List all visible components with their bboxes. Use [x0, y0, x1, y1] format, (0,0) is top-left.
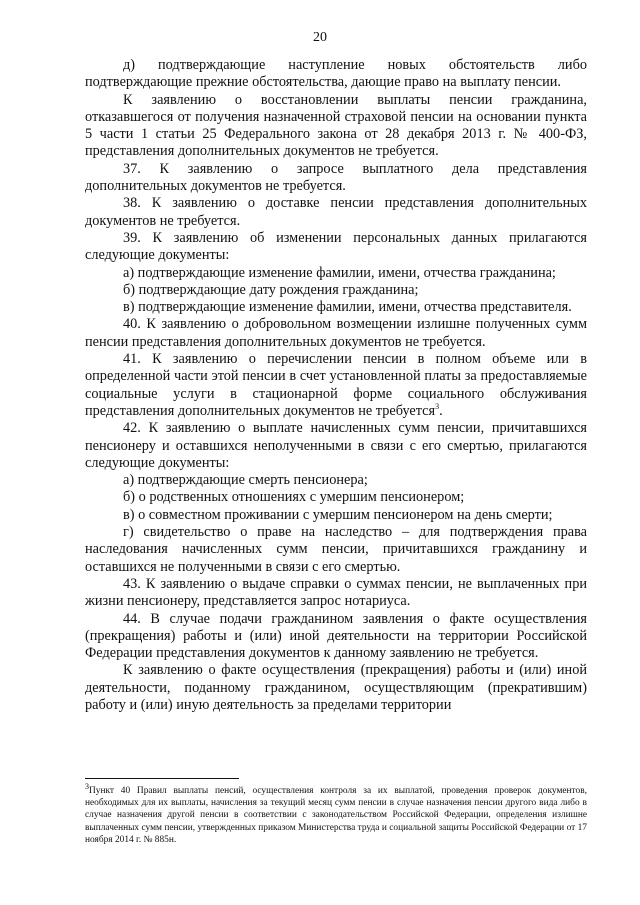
paragraph-42-a: а) подтверждающие смерть пенсионера;	[123, 472, 368, 489]
paragraph-42-g: г) свидетельство о праве на наследство – для подтверждения права наследования начисленных сумм пенсии, причитавшихся гражданину и оставшихся не полученными в связи с его смертью.	[85, 524, 587, 575]
paragraph-d: д) подтверждающие наступление новых обстоятельств либо подтверждающие прежние обстоятельства, дающие право на выплату пенсии.	[85, 57, 587, 91]
paragraph-39-b: б) подтверждающие дату рождения гражданина;	[123, 281, 419, 298]
paragraph-44: 44. В случае подачи гражданином заявления о факте осуществления (прекращения) работы и (или) иной деятельности на территории Российской Федерации представления документов к данному заявлению не требуется.	[85, 610, 587, 662]
paragraph-43: 43. К заявлению о выдаче справки о суммах пенсии, не выплаченных при жизни пенсионеру, представляется запрос нотариуса.	[85, 575, 587, 610]
footnote-reference: 3	[435, 402, 440, 412]
paragraph-41-end: .	[439, 402, 443, 419]
footnote-text: Пункт 40 Правил выплаты пенсий, осуществления контроля за их выплатой, проведения проверок документов, необходимых для их выплаты, начисления за текущий месяц сумм пенсии в случае назначения пенсии другого вида либо в случае назначения другой пенсии в соответствии с законодательством Российской Федерации, определения излишне выплаченных сумм пенсии, утвержденных приказом Министерства труда и социальной защиты Российской Федерации от 17 ноября 2014 г. № 885н.	[85, 786, 587, 845]
paragraph-44-abroad: К заявлению о факте осуществления (прекращения) работы и (или) иной деятельности, поданному гражданином, осуществляющим (прекратившим) работу и (или) иную деятельность за пределами территории	[85, 662, 587, 713]
paragraph-38: 38. К заявлению о доставке пенсии представления дополнительных документов не требуется.	[85, 195, 587, 229]
paragraph-39-v: в) подтверждающие изменение фамилии, имени, отчества представителя.	[123, 299, 572, 316]
paragraph-41-wrap	[85, 351, 587, 420]
paragraph-42-b: б) о родственных отношениях с умершим пенсионером;	[123, 489, 465, 506]
document-body	[85, 57, 587, 714]
paragraph-37: 37. К заявлению о запросе выплатного дела представления дополнительных документов не требуется.	[85, 160, 587, 195]
footnote-marker: 3	[85, 781, 89, 791]
paragraph-39: 39. К заявлению об изменении персональных данных прилагаются следующие документы:	[85, 229, 587, 264]
footnote-divider	[85, 778, 239, 779]
paragraph-39-a: а) подтверждающие изменение фамилии, имени, отчества гражданина;	[123, 264, 556, 281]
paragraph-restoration: К заявлению о восстановлении выплаты пенсии гражданина, отказавшегося от получения назначенной страховой пенсии на основании пункта 5 части 1 статьи 25 Федерального закона от 28 декабря 2013 г. № 400-ФЗ, представления дополнительных документов не требуется.	[85, 91, 587, 160]
paragraph-41: 41. К заявлению о перечислении пенсии в полном объеме или в определенной части этой пенсии в счет установленной платы за предоставляемые социальные услуги в стационарной форме социального обслуживания представления дополнительных документов не требуется	[85, 351, 587, 419]
paragraph-40: 40. К заявлению о добровольном возмещении излишне полученных сумм пенсии представления дополнительных документов не требуется.	[85, 316, 587, 350]
page-number: 20	[313, 30, 327, 45]
footnote	[85, 781, 587, 846]
paragraph-42-v: в) о совместном проживании с умершим пенсионером на день смерти;	[123, 506, 553, 523]
paragraph-42: 42. К заявлению о выплате начисленных сумм пенсии, причитавшихся пенсионеру и оставшихся неполученными в связи с его смертью, прилагаются следующие документы:	[85, 420, 587, 471]
